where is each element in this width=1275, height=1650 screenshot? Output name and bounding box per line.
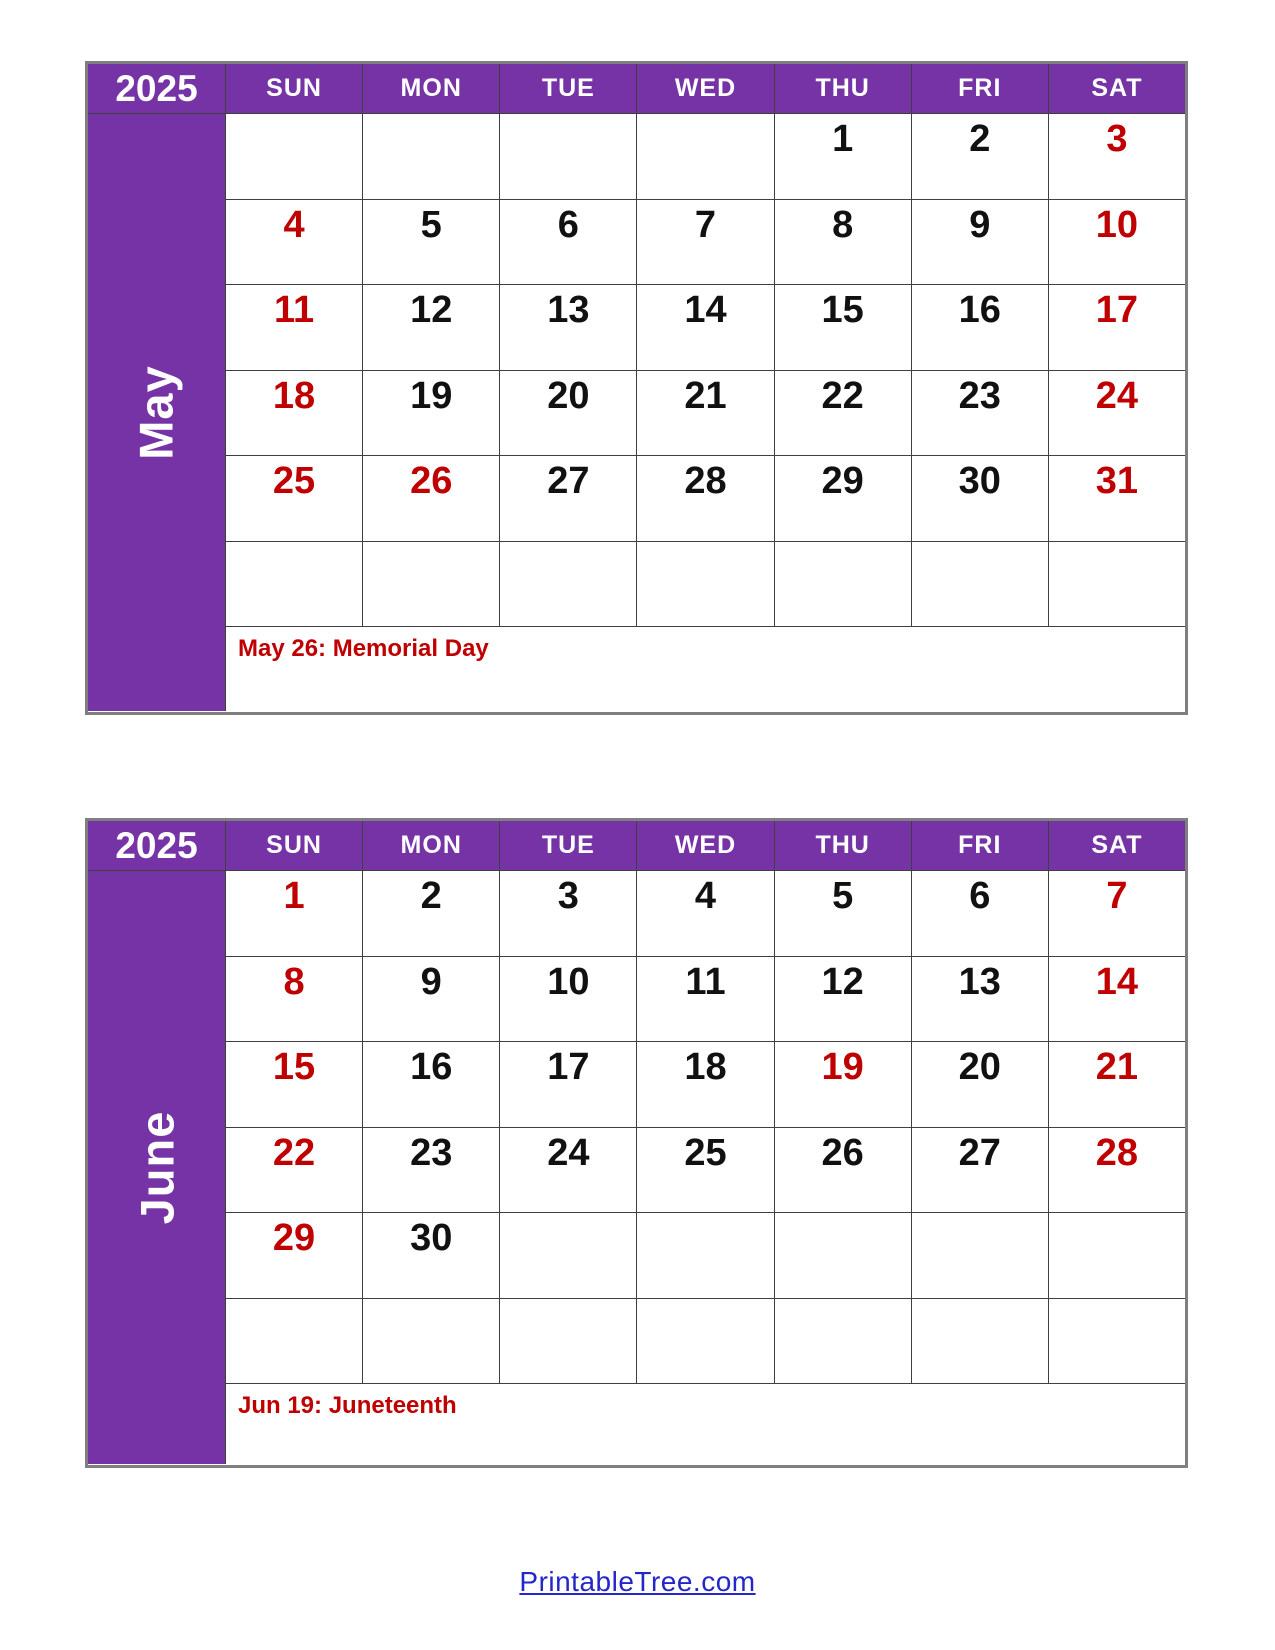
date-cell-may-5: 5 xyxy=(362,200,499,286)
date-cell-may-16: 16 xyxy=(911,285,1048,371)
date-cell-june-18: 18 xyxy=(636,1042,773,1128)
footer-link[interactable]: PrintableTree.com xyxy=(519,1566,756,1597)
holiday-note: Jun 19: Juneteenth xyxy=(225,1384,1185,1464)
date-cell-may-9: 9 xyxy=(911,200,1048,286)
date-cell-may-17: 17 xyxy=(1048,285,1185,371)
date-cell-june-21: 21 xyxy=(1048,1042,1185,1128)
date-cell-june-13: 13 xyxy=(911,957,1048,1043)
date-cell-empty xyxy=(362,114,499,200)
week-row xyxy=(225,542,1185,628)
date-cell-may-19: 19 xyxy=(362,371,499,457)
date-cell-empty xyxy=(911,1213,1048,1299)
date-cell-may-6: 6 xyxy=(499,200,636,286)
date-cell-empty xyxy=(636,1213,773,1299)
date-cell-empty xyxy=(636,1299,773,1385)
calendar-body xyxy=(88,871,1185,1464)
date-cell-june-1: 1 xyxy=(225,871,362,957)
date-cell-empty xyxy=(225,1299,362,1385)
date-cell-june-20: 20 xyxy=(911,1042,1048,1128)
date-cell-june-24: 24 xyxy=(499,1128,636,1214)
date-cell-june-11: 11 xyxy=(636,957,773,1043)
date-cell-may-12: 12 xyxy=(362,285,499,371)
date-cell-empty xyxy=(1048,1213,1185,1299)
date-cell-empty xyxy=(499,542,636,628)
date-cell-may-23: 23 xyxy=(911,371,1048,457)
dates-grid xyxy=(225,871,1185,1464)
date-cell-june-8: 8 xyxy=(225,957,362,1043)
date-cell-june-27: 27 xyxy=(911,1128,1048,1214)
month-sidebar xyxy=(88,114,225,711)
date-cell-june-15: 15 xyxy=(225,1042,362,1128)
weekday-header-row xyxy=(225,64,1185,113)
weekday-sat: SAT xyxy=(1048,821,1185,870)
date-cell-empty xyxy=(774,542,911,628)
week-row xyxy=(225,1042,1185,1128)
date-cell-may-31: 31 xyxy=(1048,456,1185,542)
weekday-header-row xyxy=(225,821,1185,870)
month-label: June xyxy=(129,1110,183,1225)
date-cell-may-3: 3 xyxy=(1048,114,1185,200)
weekday-wed: WED xyxy=(636,821,773,870)
date-cell-june-16: 16 xyxy=(362,1042,499,1128)
calendar-header-row xyxy=(88,821,1185,871)
year-label: 2025 xyxy=(88,64,225,113)
date-cell-may-1: 1 xyxy=(774,114,911,200)
month-label: May xyxy=(130,365,183,460)
date-cell-may-22: 22 xyxy=(774,371,911,457)
date-cell-june-22: 22 xyxy=(225,1128,362,1214)
weekday-thu: THU xyxy=(774,64,911,113)
date-cell-empty xyxy=(636,542,773,628)
weekday-mon: MON xyxy=(362,821,499,870)
date-cell-may-27: 27 xyxy=(499,456,636,542)
date-cell-june-3: 3 xyxy=(499,871,636,957)
date-cell-june-26: 26 xyxy=(774,1128,911,1214)
weeks-grid xyxy=(225,114,1185,627)
week-row xyxy=(225,1128,1185,1214)
calendar-body xyxy=(88,114,1185,711)
date-cell-empty xyxy=(225,114,362,200)
date-cell-june-25: 25 xyxy=(636,1128,773,1214)
date-cell-empty xyxy=(362,542,499,628)
date-cell-june-17: 17 xyxy=(499,1042,636,1128)
week-row xyxy=(225,871,1185,957)
date-cell-empty xyxy=(225,542,362,628)
weekday-mon: MON xyxy=(362,64,499,113)
date-cell-may-24: 24 xyxy=(1048,371,1185,457)
weekday-wed: WED xyxy=(636,64,773,113)
week-row xyxy=(225,1213,1185,1299)
date-cell-may-7: 7 xyxy=(636,200,773,286)
date-cell-empty xyxy=(911,542,1048,628)
weekday-sun: SUN xyxy=(225,64,362,113)
calendar-may xyxy=(85,61,1188,715)
date-cell-empty xyxy=(1048,542,1185,628)
date-cell-may-10: 10 xyxy=(1048,200,1185,286)
week-row xyxy=(225,957,1185,1043)
date-cell-june-30: 30 xyxy=(362,1213,499,1299)
date-cell-may-15: 15 xyxy=(774,285,911,371)
weeks-grid xyxy=(225,871,1185,1384)
date-cell-june-29: 29 xyxy=(225,1213,362,1299)
dates-grid xyxy=(225,114,1185,711)
weekday-fri: FRI xyxy=(911,821,1048,870)
calendar-header-row xyxy=(88,64,1185,114)
date-cell-may-25: 25 xyxy=(225,456,362,542)
date-cell-may-14: 14 xyxy=(636,285,773,371)
date-cell-empty xyxy=(774,1213,911,1299)
page-footer xyxy=(0,1566,1275,1598)
date-cell-june-10: 10 xyxy=(499,957,636,1043)
date-cell-may-26: 26 xyxy=(362,456,499,542)
weekday-thu: THU xyxy=(774,821,911,870)
week-row xyxy=(225,114,1185,200)
date-cell-may-11: 11 xyxy=(225,285,362,371)
week-row xyxy=(225,200,1185,286)
year-label: 2025 xyxy=(88,821,225,870)
date-cell-empty xyxy=(636,114,773,200)
date-cell-june-23: 23 xyxy=(362,1128,499,1214)
week-row xyxy=(225,285,1185,371)
date-cell-june-14: 14 xyxy=(1048,957,1185,1043)
date-cell-empty xyxy=(499,1299,636,1385)
date-cell-empty xyxy=(499,114,636,200)
date-cell-empty xyxy=(911,1299,1048,1385)
date-cell-june-9: 9 xyxy=(362,957,499,1043)
date-cell-empty xyxy=(362,1299,499,1385)
date-cell-may-20: 20 xyxy=(499,371,636,457)
date-cell-empty xyxy=(499,1213,636,1299)
date-cell-may-28: 28 xyxy=(636,456,773,542)
month-sidebar xyxy=(88,871,225,1464)
date-cell-june-6: 6 xyxy=(911,871,1048,957)
date-cell-june-19: 19 xyxy=(774,1042,911,1128)
date-cell-may-21: 21 xyxy=(636,371,773,457)
date-cell-june-5: 5 xyxy=(774,871,911,957)
holiday-note: May 26: Memorial Day xyxy=(225,627,1185,711)
date-cell-may-29: 29 xyxy=(774,456,911,542)
week-row xyxy=(225,1299,1185,1385)
date-cell-may-4: 4 xyxy=(225,200,362,286)
date-cell-may-13: 13 xyxy=(499,285,636,371)
date-cell-may-2: 2 xyxy=(911,114,1048,200)
date-cell-may-8: 8 xyxy=(774,200,911,286)
calendar-june xyxy=(85,818,1188,1468)
date-cell-june-7: 7 xyxy=(1048,871,1185,957)
weekday-sun: SUN xyxy=(225,821,362,870)
weekday-sat: SAT xyxy=(1048,64,1185,113)
week-row xyxy=(225,371,1185,457)
week-row xyxy=(225,456,1185,542)
date-cell-june-12: 12 xyxy=(774,957,911,1043)
weekday-tue: TUE xyxy=(499,821,636,870)
date-cell-june-4: 4 xyxy=(636,871,773,957)
date-cell-empty xyxy=(1048,1299,1185,1385)
weekday-fri: FRI xyxy=(911,64,1048,113)
date-cell-june-2: 2 xyxy=(362,871,499,957)
weekday-tue: TUE xyxy=(499,64,636,113)
date-cell-june-28: 28 xyxy=(1048,1128,1185,1214)
date-cell-empty xyxy=(774,1299,911,1385)
date-cell-may-30: 30 xyxy=(911,456,1048,542)
date-cell-may-18: 18 xyxy=(225,371,362,457)
